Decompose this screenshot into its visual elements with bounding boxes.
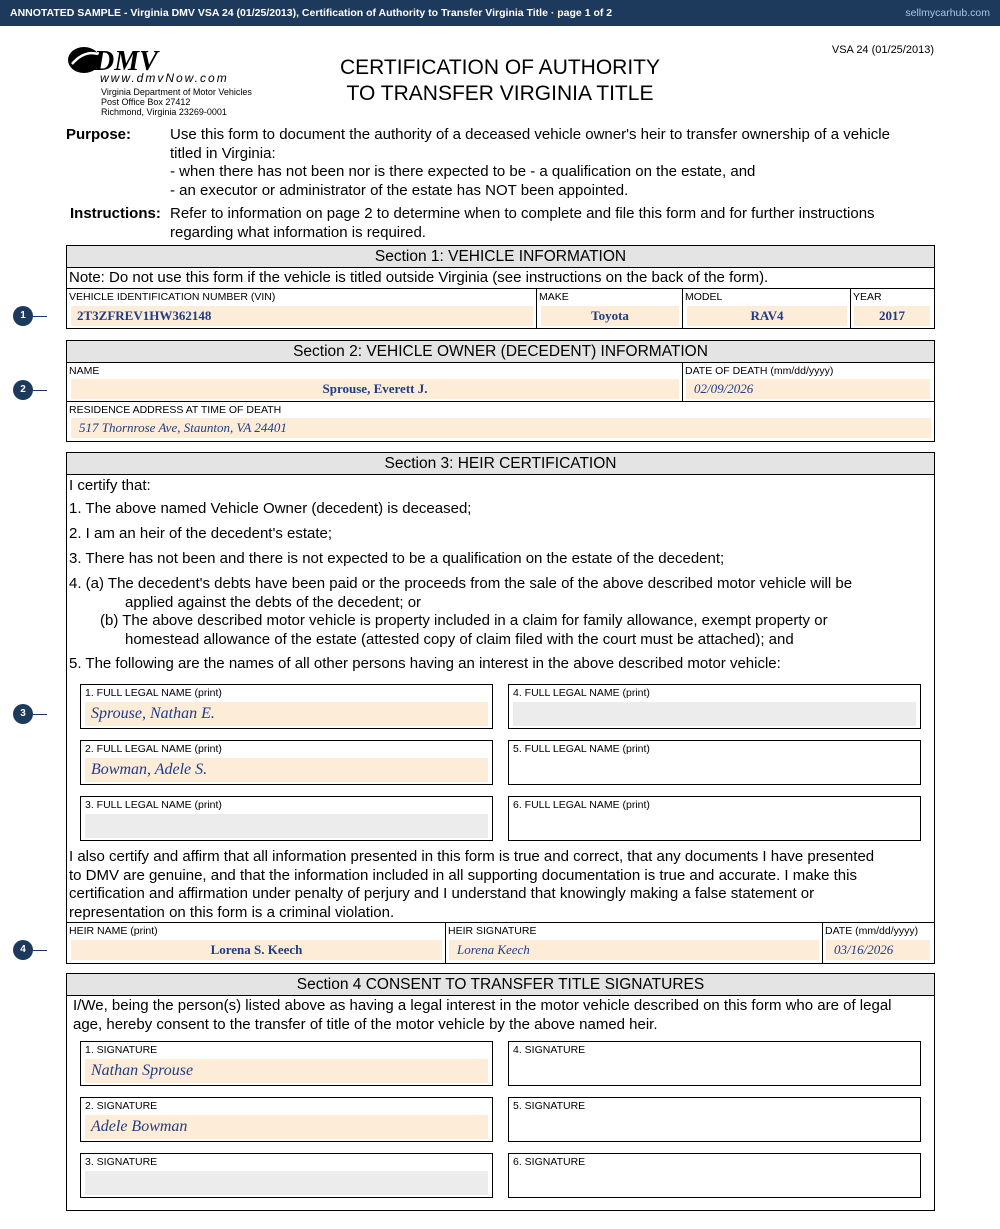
- agency-address: [101, 87, 252, 117]
- consent-signature-label-6: 6. SIGNATURE: [513, 1156, 586, 1168]
- consent-signature-box-4: [508, 1041, 921, 1086]
- logo-url: www.dmvNow.com: [100, 71, 229, 85]
- interest-name-box-2: [80, 740, 493, 785]
- section1-vehicle-information: [66, 245, 935, 329]
- annotation-marker-3: 3: [13, 704, 33, 724]
- heir-date-cell: [823, 923, 934, 963]
- vin-cell: [67, 289, 537, 328]
- annotation-marker-2: 2: [13, 380, 33, 400]
- heir-date-label: DATE (mm/dd/yyyy): [825, 925, 919, 937]
- consent-signature-label-3: 3. SIGNATURE: [85, 1156, 158, 1168]
- section3-title: Section 3: HEIR CERTIFICATION: [67, 453, 934, 475]
- section1-title: Section 1: VEHICLE INFORMATION: [67, 246, 934, 268]
- section2-title: Section 2: VEHICLE OWNER (DECEDENT) INFORMATION: [67, 341, 934, 363]
- heir-name-label: HEIR NAME (print): [69, 925, 158, 937]
- date-of-death-field[interactable]: 02/09/2026: [686, 379, 930, 399]
- consent-signature-field-1[interactable]: Nathan Sprouse: [85, 1059, 488, 1083]
- consent-signature-label-1: 1. SIGNATURE: [85, 1044, 158, 1056]
- form-title: [300, 55, 700, 107]
- section2-owner-information: [66, 340, 935, 442]
- owner-name-field[interactable]: Sprouse, Everett J.: [71, 379, 679, 399]
- affirmation-line4: representation on this form is a criminal violation.: [69, 903, 395, 921]
- consent-signature-label-4: 4. SIGNATURE: [513, 1044, 586, 1056]
- certify-item4b-line1: (b) The above described motor vehicle is property included in a claim for family allowance, exempt property or: [100, 612, 828, 629]
- interest-name-field-1[interactable]: Sprouse, Nathan E.: [85, 702, 488, 726]
- interest-name-label-4: 4. FULL LEGAL NAME (print): [513, 687, 650, 699]
- date-of-death-cell: [683, 363, 934, 401]
- year-field[interactable]: 2017: [854, 306, 930, 326]
- affirmation-text: [69, 848, 929, 922]
- banner-site: sellmycarhub.com: [905, 7, 990, 19]
- svg-text:DMV: DMV: [94, 46, 158, 77]
- heir-signature-row: [67, 922, 934, 963]
- year-cell: [851, 289, 934, 328]
- interest-name-box-1: [80, 684, 493, 729]
- consent-signature-label-2: 2. SIGNATURE: [85, 1100, 158, 1112]
- interest-name-box-4: [508, 684, 921, 729]
- vin-field[interactable]: 2T3ZFREV1HW362148: [71, 306, 533, 326]
- heir-name-cell: [67, 923, 446, 963]
- interest-name-box-5: [508, 740, 921, 785]
- affirmation-line2: to DMV are genuine, and that the information included in all supporting documentation is true and accurate. I make this: [69, 866, 857, 884]
- instructions-line2: regarding what information is required.: [170, 223, 426, 241]
- purpose-label: Purpose:: [66, 126, 132, 143]
- purpose-line3: - when there has not been nor is there expected to be - a qualification on the estate, and: [170, 163, 756, 180]
- consent-signature-box-5: [508, 1097, 921, 1142]
- interest-name-label-5: 5. FULL LEGAL NAME (print): [513, 743, 650, 755]
- banner-text: ANNOTATED SAMPLE - Virginia DMV VSA 24 (01/25/2013), Certification of Authority to Transfer Virginia Title · page 1 of 2: [10, 7, 613, 19]
- consent-signature-field-3[interactable]: [85, 1171, 488, 1195]
- interest-name-label-6: 6. FULL LEGAL NAME (print): [513, 799, 650, 811]
- purpose-line1: Use this form to document the authority of a deceased vehicle owner's heir to transfer ownership of a vehicle: [170, 126, 890, 143]
- interest-name-label-3: 3. FULL LEGAL NAME (print): [85, 799, 222, 811]
- model-field[interactable]: RAV4: [687, 306, 847, 326]
- heir-signature-cell: [446, 923, 823, 963]
- certify-item5: 5. The following are the names of all other persons having an interest in the above described motor vehicle:: [69, 654, 781, 672]
- section4-title: Section 4 CONSENT TO TRANSFER TITLE SIGNATURES: [67, 974, 934, 996]
- consent-signature-box-2: [80, 1097, 493, 1142]
- form-number: VSA 24 (01/25/2013): [831, 44, 934, 56]
- agency-city: Richmond, Virginia 23269-0001: [101, 107, 227, 117]
- instructions-label: Instructions:: [70, 205, 161, 222]
- interest-name-box-6: [508, 796, 921, 841]
- model-cell: [683, 289, 851, 328]
- year-label: YEAR: [853, 291, 882, 303]
- make-field[interactable]: Toyota: [541, 306, 679, 326]
- model-label: MODEL: [685, 291, 723, 303]
- address-field[interactable]: 517 Thornrose Ave, Staunton, VA 24401: [71, 418, 931, 438]
- affirmation-line1: I also certify and affirm that all information presented in this form is true and correct, that any documents I have presented: [69, 848, 875, 865]
- form-title-line2: TO TRANSFER VIRGINIA TITLE: [346, 82, 654, 105]
- section1-note: Note: Do not use this form if the vehicle is titled outside Virginia (see instructions on the back of the form).: [67, 268, 934, 289]
- consent-signature-label-5: 5. SIGNATURE: [513, 1100, 586, 1112]
- interest-name-field-4[interactable]: [513, 702, 916, 726]
- interest-name-field-2[interactable]: Bowman, Adele S.: [85, 758, 488, 782]
- consent-text-line1: I/We, being the person(s) listed above as having a legal interest in the motor vehicle described on this form who are of legal: [73, 997, 892, 1014]
- heir-name-field[interactable]: Lorena S. Keech: [71, 940, 442, 960]
- vin-label: VEHICLE IDENTIFICATION NUMBER (VIN): [69, 291, 276, 303]
- consent-signature-box-1: [80, 1041, 493, 1086]
- certify-item4a-line2: applied against the debts of the decedent; or: [125, 593, 422, 611]
- dmv-logo: [66, 44, 296, 119]
- make-cell: [537, 289, 683, 328]
- address-label: RESIDENCE ADDRESS AT TIME OF DEATH: [69, 404, 282, 416]
- purpose-block: [66, 126, 936, 200]
- date-of-death-label: DATE OF DEATH (mm/dd/yyyy): [685, 365, 834, 377]
- certify-intro: I certify that:: [69, 477, 151, 494]
- consent-text-line2: age, hereby consent to the transfer of title of the motor vehicle by the above named heir.: [73, 1015, 658, 1033]
- interest-name-label-2: 2. FULL LEGAL NAME (print): [85, 743, 222, 755]
- interest-name-label-1: 1. FULL LEGAL NAME (print): [85, 687, 222, 699]
- make-label: MAKE: [539, 291, 569, 303]
- agency-name: Virginia Department of Motor Vehicles: [101, 87, 252, 97]
- purpose-line4: - an executor or administrator of the estate has NOT been appointed.: [170, 181, 629, 199]
- consent-signature-field-2[interactable]: Adele Bowman: [85, 1115, 488, 1139]
- certify-item1: 1. The above named Vehicle Owner (decedent) is deceased;: [69, 500, 472, 517]
- agency-po-box: Post Office Box 27412: [101, 97, 191, 107]
- section3-heir-certification: [66, 452, 935, 964]
- purpose-line2: titled in Virginia:: [170, 144, 276, 162]
- owner-name-cell: [67, 363, 683, 401]
- annotation-banner: [0, 0, 1000, 26]
- instructions-line1: Refer to information on page 2 to determine when to complete and file this form and for further instructions: [170, 205, 875, 222]
- certify-item4b-line2: homestead allowance of the estate (attested copy of claim filed with the court must be attached); and: [125, 630, 794, 648]
- instructions-block: [66, 205, 936, 242]
- heir-signature-label: HEIR SIGNATURE: [448, 925, 537, 937]
- certify-item4a-line1: 4. (a) The decedent's debts have been paid or the proceeds from the sale of the above described motor vehicle will be: [69, 575, 853, 592]
- heir-signature-field[interactable]: Lorena Keech: [449, 940, 819, 960]
- consent-signature-box-3: [80, 1153, 493, 1198]
- interest-name-box-3: [80, 796, 493, 841]
- form-title-line1: CERTIFICATION OF AUTHORITY: [339, 56, 661, 79]
- certify-item2: 2. I am an heir of the decedent's estate;: [69, 525, 333, 542]
- interest-name-field-3[interactable]: [85, 814, 488, 838]
- annotation-marker-4: 4: [13, 940, 33, 960]
- owner-name-label: NAME: [69, 365, 100, 377]
- certify-item3: 3. There has not been and there is not expected to be a qualification on the estate of the decedent;: [69, 550, 725, 567]
- section4-consent-signatures: [66, 973, 935, 1211]
- affirmation-line3: certification and affirmation under penalty of perjury and I understand that knowingly making a false statement or: [69, 885, 815, 902]
- heir-date-field[interactable]: 03/16/2026: [826, 940, 930, 960]
- annotation-marker-1: 1: [13, 306, 33, 326]
- consent-signature-box-6: [508, 1153, 921, 1198]
